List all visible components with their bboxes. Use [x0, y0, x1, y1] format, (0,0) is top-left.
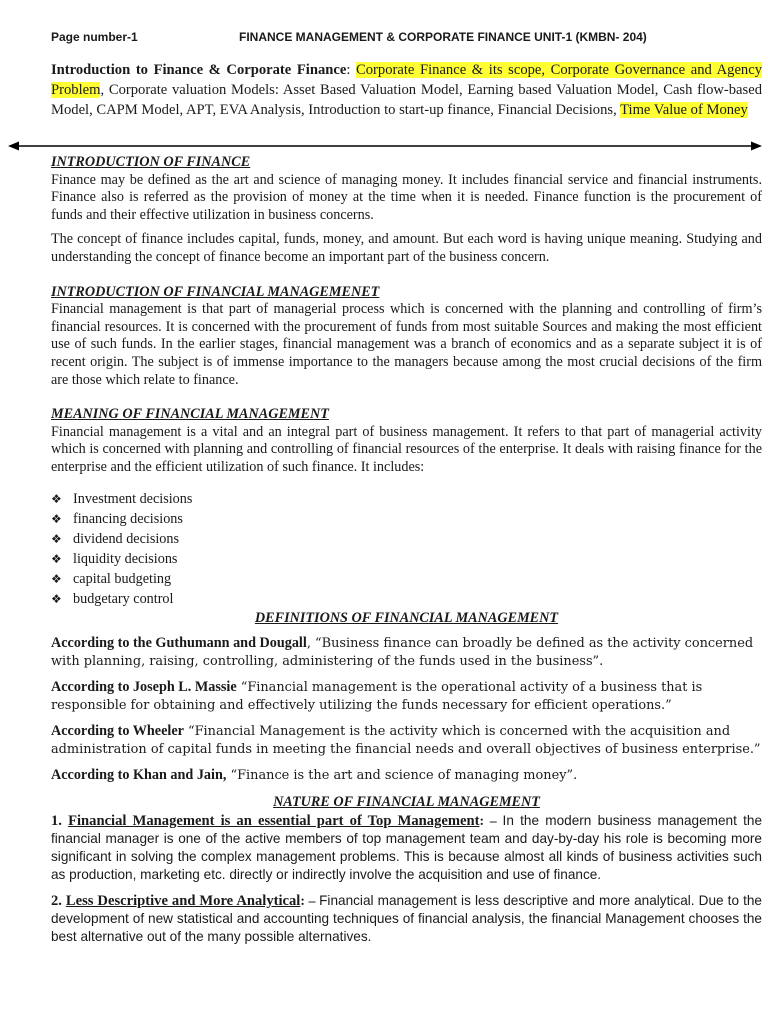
list-item: ❖ capital budgeting — [51, 569, 762, 589]
diamond-bullet-icon: ❖ — [51, 531, 62, 546]
definition-guthumann: According to the Guthumann and Dougall, “Business finance can broadly be defined as the activity concerned with planning, raising, controlling, administering of the funds used in the business”. — [51, 635, 754, 670]
intro-highlight-2: Time Value of Money — [620, 102, 748, 119]
page-number: Page number-1 — [51, 30, 138, 44]
intro-highlight-1: Corporate Finance & its scope, Corporate Governance and Agency Problem — [51, 62, 762, 99]
document-body — [51, 154, 762, 946]
definition-massie: According to Joseph L. Massie “Financial management is the operational activity of a business that is responsible for obtaining and effectively utilizing the funds necessary for efficient operations.” — [51, 679, 703, 714]
diamond-bullet-icon: ❖ — [51, 511, 62, 526]
heading-introduction-of-financial-management: INTRODUCTION OF FINANCIAL MANAGEMENET — [51, 283, 380, 300]
nature-item-1: 1. Financial Management is an essential part of Top Management: – In the modern business management the financial manager is one of the active members of top management team and day-by-day his role is becoming more significant in solving the complex management problems. This is because almost all kinds of business activities such as production, marketing etc. directly or indirectly involve the acquisition and use of finance. — [51, 812, 763, 883]
intro-lead: Introduction to Finance & Corporate Finance — [51, 62, 347, 78]
double-arrow-divider — [8, 139, 762, 153]
definition-khan-jain: According to Khan and Jain, “Finance is the art and science of managing money”. — [51, 767, 578, 784]
nature-item-2: 2. Less Descriptive and More Analytical: – Financial management is less descriptive and more analytical. Due to the development of new statistical and accounting techniques of financial analysis, the financial Management chooses the best alternative out of the many possible alternatives. — [51, 892, 762, 945]
finance-paragraph-2: The concept of finance includes capital, funds, money, and amount. But each word is having unique meaning. Studying and understanding the concept of finance become an important part of the business concern. — [51, 231, 762, 265]
includes-list — [51, 489, 762, 610]
heading-meaning-of-financial-management: MEANING OF FINANCIAL MANAGEMENT — [51, 406, 329, 423]
finance-paragraph-1: Finance may be defined as the art and science of managing money. It includes financial service and financial instruments. Finance also is referred as the provision of money at the time when it is needed. Finance function is the procurement of funds and their effective utilization in business concerns. — [51, 171, 762, 223]
unit-title: FINANCE MANAGEMENT & CORPORATE FINANCE UNIT-1 (KMBN- 204) — [239, 30, 647, 44]
list-item: ❖ Investment decisions — [51, 489, 762, 509]
meaning-paragraph: Financial management is a vital and an integral part of business management. It refers to that part of managerial activity which is concerned with planning and controlling of financial resources of the enterprise. It deals with raising finance for the enterprise and the efficient utilization of such finance. It includes: — [51, 423, 762, 475]
financial-management-paragraph: Financial management is that part of managerial process which is concerned with the planning and controlling of firm’s financial resources. It is concerned with the procurement of funds from most suitable Sources and making the most efficient use of such funds. In the earlier stages, financial management was a branch of economics and as a separate subject it is of recent origin. The subject is of immense importance to the managers because among the most crucial decisions of the firm are those which relate to finance. — [51, 301, 762, 388]
list-item: ❖ liquidity decisions — [51, 549, 762, 569]
diamond-bullet-icon: ❖ — [51, 572, 62, 587]
intro-topics: , Corporate valuation Models: Asset Based Valuation Model, Earning based Valuation Model, Cash flow-based Model, CAPM Model, APT, EVA Analysis, Introduction to start-up finance, Financial Decisions, — [51, 82, 762, 119]
page-header — [51, 30, 741, 46]
syllabus-intro — [51, 60, 762, 121]
list-item: ❖ dividend decisions — [51, 529, 762, 549]
diamond-bullet-icon: ❖ — [51, 552, 62, 567]
heading-definitions: DEFINITIONS OF FINANCIAL MANAGEMENT — [254, 609, 559, 626]
heading-nature: NATURE OF FINANCIAL MANAGEMENT — [273, 794, 540, 811]
diamond-bullet-icon: ❖ — [51, 592, 62, 607]
definition-wheeler: According to Wheeler “Financial Management is the activity which is concerned with the acquisition and administration of capital funds in meeting the financial needs and overall objectives of business enterprise.” — [51, 723, 761, 758]
intro-colon: : — [346, 62, 357, 78]
list-item: ❖ financing decisions — [51, 509, 762, 529]
list-item: ❖ budgetary control — [51, 589, 762, 609]
diamond-bullet-icon: ❖ — [51, 491, 62, 506]
heading-introduction-of-finance: INTRODUCTION OF FINANCE — [51, 154, 251, 170]
